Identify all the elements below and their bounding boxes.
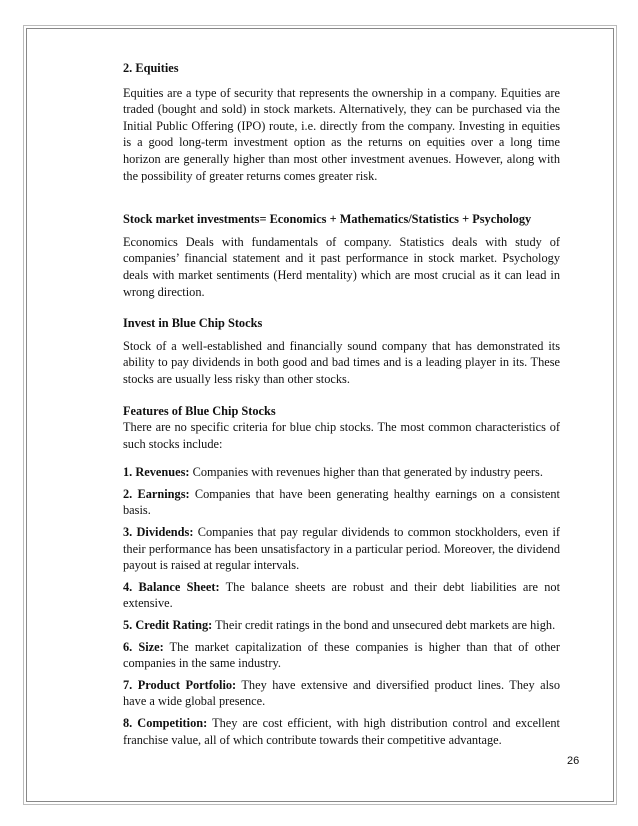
list-item-text: Companies that have been generating healthy earnings on a consistent basis. [123,486,560,518]
list-item [123,639,560,672]
list-item-label: 7. Product Portfolio: [123,677,237,692]
list-item [123,715,560,748]
features-list [123,464,560,748]
list-item [123,617,560,634]
list-item-text: The balance sheets are robust and their debt liabilities are not extensive. [123,579,560,611]
features-heading: Features of Blue Chip Stocks [123,403,276,418]
list-item-text: They have extensive and diversified product lines. They also have a wide global presence. [123,677,560,709]
list-item [123,486,560,519]
stock-market-formula-heading: Stock market investments= Economics + Mathematics/Statistics + Psychology [123,212,532,227]
list-item-label: 1. Revenues: [123,465,190,480]
list-item-text: The market capitalization of these companies is higher than that of other companies in the same industry. [123,639,560,671]
list-item [123,579,560,612]
list-item-label: 8. Competition: [123,716,208,730]
list-item [123,524,560,574]
list-item-label: 6. Size: [123,639,164,654]
list-item-text: Their credit ratings in the bond and unsecured debt markets are high. [212,618,556,633]
list-item-text: Companies that pay regular dividends to common stockholders, even if their performance has been unsatisfactory in a particular period. Moreover, the dividend payout is raised at regular intervals. [123,525,560,573]
list-item [123,464,560,481]
list-item-label: 2. Earnings: [123,486,190,501]
list-item-label: 5. Credit Rating: [123,618,213,633]
page-number: 26 [567,755,580,767]
equities-paragraph: Equities are a type of security that represents the ownership in a company. Equities are traded (bought and sold) in stock markets. Alternatively, they can be purchased via the Initial Public Offering (IPO) route, i.e. directly from the company. Investing in equities is a good long-term investment option as the returns on equities over a long time horizon are generally higher than most other investment avenues. However, along with the possibility of greater returns comes greater risk. [123,85,560,183]
blue-chip-heading: Invest in Blue Chip Stocks [123,316,263,331]
stock-market-paragraph: Economics Deals with fundamentals of company. Statistics deals with study of companies’ financial statement and it past performance in stock market. Psychology deals with market sentiments (Herd mentality) which are most crucial as it can lead in wrong direction. [123,234,560,299]
list-item-text: Companies with revenues higher than that generated by industry peers. [189,465,543,480]
page-content [123,60,560,748]
equities-heading: 2. Equities [123,61,179,75]
list-item-label: 3. Dividends: [123,525,194,540]
blue-chip-paragraph: Stock of a well-established and financially sound company that has demonstrated its ability to pay dividends in both good and bad times and is a leading player in its. These stocks are usually less risky than other stocks. [123,338,560,386]
list-item-text: They are cost efficient, with high distribution control and excellent franchise value, all of which contribute towards their competitive advantage. [123,716,560,747]
features-intro: There are no specific criteria for blue chip stocks. The most common characteristics of such stocks include: [123,420,560,451]
list-item [123,677,560,710]
list-item-label: 4. Balance Sheet: [123,579,220,594]
